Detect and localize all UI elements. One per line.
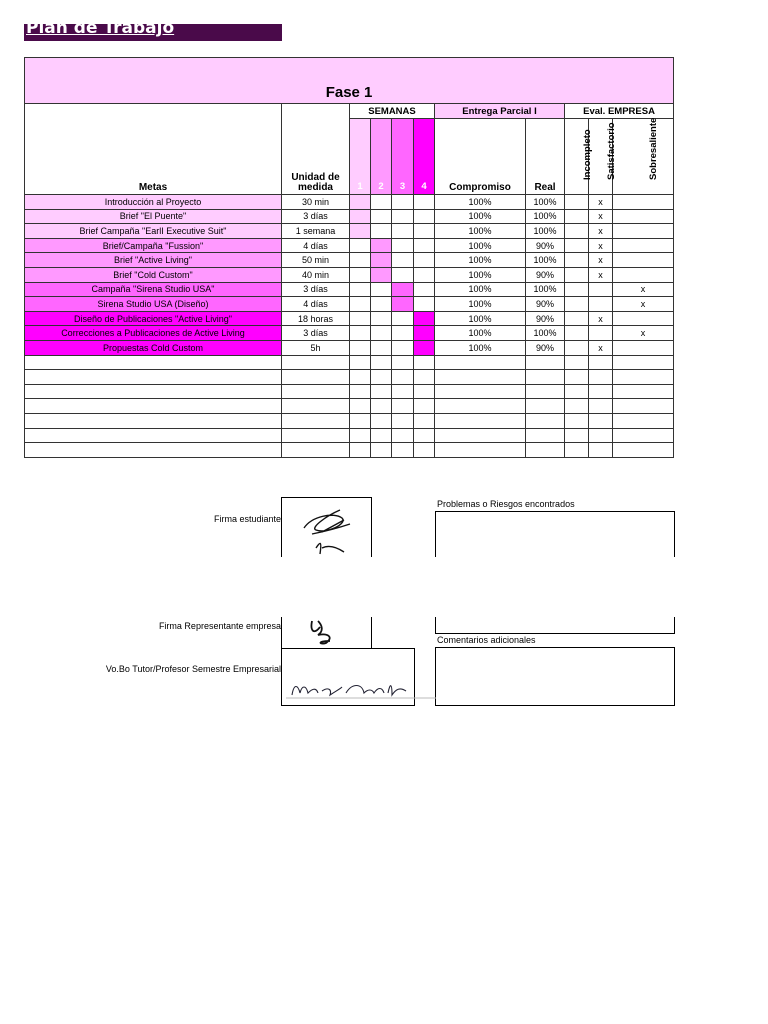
cell-week-1 [350, 340, 371, 355]
cell-week-3 [392, 253, 414, 268]
cell-compromiso: 100% [435, 340, 526, 355]
cell-empty[interactable] [565, 399, 589, 414]
table-row [25, 326, 674, 341]
cell-week-1 [350, 195, 371, 210]
cell-real: 90% [526, 297, 565, 312]
cell-satisfactorio: x [589, 238, 613, 253]
table-row [25, 340, 674, 355]
table-row-empty [25, 413, 674, 428]
cell-satisfactorio [589, 297, 613, 312]
cell-week-3 [392, 282, 414, 297]
header-unidad: Unidad de medida [282, 104, 350, 195]
cell-incompleto [565, 195, 589, 210]
header-sobresaliente: Sobresaliente [613, 119, 674, 195]
cell-satisfactorio: x [589, 253, 613, 268]
cell-week-4 [414, 340, 435, 355]
cell-week-2 [371, 282, 392, 297]
cell-empty[interactable] [435, 443, 526, 458]
header-metas: Metas [25, 104, 282, 195]
cell-empty[interactable] [350, 428, 371, 443]
cell-satisfactorio: x [589, 267, 613, 282]
comentarios-box[interactable] [435, 647, 675, 706]
table-row [25, 253, 674, 268]
cell-week-2 [371, 238, 392, 253]
cell-empty[interactable] [392, 428, 414, 443]
cell-incompleto [565, 326, 589, 341]
cell-meta: Brief "El Puente" [25, 209, 282, 224]
cell-empty[interactable] [282, 384, 350, 399]
cell-compromiso: 100% [435, 195, 526, 210]
cell-unidad: 3 días [282, 209, 350, 224]
table-row [25, 311, 674, 326]
cell-empty[interactable] [526, 355, 565, 370]
cell-week-3 [392, 340, 414, 355]
table-row-empty [25, 355, 674, 370]
cell-empty[interactable] [526, 370, 565, 385]
label-problemas: Problemas o Riesgos encontrados [437, 499, 575, 509]
cell-empty[interactable] [25, 443, 282, 458]
cell-week-4 [414, 238, 435, 253]
cell-empty[interactable] [350, 355, 371, 370]
cell-sobresaliente: x [613, 326, 674, 341]
cell-compromiso: 100% [435, 267, 526, 282]
cell-empty[interactable] [282, 355, 350, 370]
cell-sobresaliente [613, 340, 674, 355]
cell-empty[interactable] [392, 413, 414, 428]
cell-empty[interactable] [565, 370, 589, 385]
table-row-empty [25, 384, 674, 399]
group-eval: Eval. EMPRESA [565, 104, 674, 119]
cell-empty[interactable] [371, 428, 392, 443]
cell-week-3 [392, 195, 414, 210]
cell-week-4 [414, 267, 435, 282]
cell-real: 100% [526, 209, 565, 224]
cell-incompleto [565, 267, 589, 282]
cell-empty[interactable] [435, 413, 526, 428]
cell-empty[interactable] [282, 399, 350, 414]
header-incompleto: Incompleto [565, 119, 589, 195]
cell-empty[interactable] [526, 384, 565, 399]
cell-week-3 [392, 224, 414, 239]
week-4-header: 4 [414, 119, 435, 195]
cell-empty[interactable] [371, 370, 392, 385]
cell-real: 100% [526, 282, 565, 297]
cell-empty[interactable] [565, 413, 589, 428]
cell-empty[interactable] [435, 399, 526, 414]
cell-compromiso: 100% [435, 209, 526, 224]
table-row [25, 195, 674, 210]
cell-empty[interactable] [435, 384, 526, 399]
table-row [25, 224, 674, 239]
cell-week-4 [414, 209, 435, 224]
cell-week-2 [371, 209, 392, 224]
cell-empty[interactable] [25, 413, 282, 428]
cell-unidad: 3 días [282, 326, 350, 341]
label-vobo-tutor: Vo.Bo Tutor/Profesor Semestre Empresarial [105, 664, 281, 674]
cell-unidad: 3 días [282, 282, 350, 297]
plan-table [24, 57, 674, 458]
cell-empty[interactable] [414, 399, 435, 414]
week-3-header: 3 [392, 119, 414, 195]
table-row-empty [25, 370, 674, 385]
cell-real: 90% [526, 311, 565, 326]
cell-empty[interactable] [350, 384, 371, 399]
cell-week-2 [371, 311, 392, 326]
cell-week-4 [414, 282, 435, 297]
cell-meta: Diseño de Publicaciones "Active Living" [25, 311, 282, 326]
cell-empty[interactable] [589, 355, 613, 370]
cell-empty[interactable] [565, 355, 589, 370]
cell-week-2 [371, 340, 392, 355]
cell-unidad: 18 horas [282, 311, 350, 326]
cell-unidad: 4 días [282, 297, 350, 312]
cell-week-1 [350, 238, 371, 253]
cell-empty[interactable] [526, 428, 565, 443]
cell-week-1 [350, 297, 371, 312]
table-row-empty [25, 443, 674, 458]
cell-empty[interactable] [25, 355, 282, 370]
cell-meta: Campaña "Sirena Studio USA" [25, 282, 282, 297]
cell-satisfactorio: x [589, 311, 613, 326]
week-2-header: 2 [371, 119, 392, 195]
cell-empty[interactable] [350, 370, 371, 385]
cell-sobresaliente [613, 311, 674, 326]
cell-incompleto [565, 238, 589, 253]
cell-satisfactorio [589, 282, 613, 297]
cell-satisfactorio: x [589, 340, 613, 355]
cell-empty[interactable] [282, 428, 350, 443]
cell-real: 90% [526, 238, 565, 253]
problemas-box-top[interactable] [435, 511, 675, 557]
cell-week-2 [371, 253, 392, 268]
cell-unidad: 5h [282, 340, 350, 355]
cell-week-2 [371, 224, 392, 239]
cell-meta: Introducción al Proyecto [25, 195, 282, 210]
signature-box-representante [281, 617, 372, 648]
cell-compromiso: 100% [435, 311, 526, 326]
signature-estudiante-image [282, 498, 371, 557]
cell-empty[interactable] [613, 355, 674, 370]
table-row [25, 282, 674, 297]
cell-unidad: 4 días [282, 238, 350, 253]
cell-week-3 [392, 297, 414, 312]
cell-empty[interactable] [392, 399, 414, 414]
label-firma-estudiante: Firma estudiante [213, 514, 281, 524]
cell-empty[interactable] [526, 413, 565, 428]
cell-empty[interactable] [414, 413, 435, 428]
cell-real: 100% [526, 326, 565, 341]
cell-week-4 [414, 253, 435, 268]
cell-sobresaliente [613, 209, 674, 224]
cell-incompleto [565, 224, 589, 239]
cell-empty[interactable] [350, 399, 371, 414]
cell-incompleto [565, 297, 589, 312]
cell-week-1 [350, 282, 371, 297]
cell-real: 100% [526, 195, 565, 210]
week-1-header: 1 [350, 119, 371, 195]
cell-empty[interactable] [350, 443, 371, 458]
cell-empty[interactable] [25, 370, 282, 385]
cell-meta: Brief "Active Living" [25, 253, 282, 268]
cell-empty[interactable] [371, 355, 392, 370]
cell-empty[interactable] [589, 443, 613, 458]
table-row [25, 297, 674, 312]
cell-empty[interactable] [435, 428, 526, 443]
problemas-box-bottom [435, 617, 675, 634]
cell-unidad: 30 min [282, 195, 350, 210]
cell-empty[interactable] [414, 355, 435, 370]
cell-incompleto [565, 253, 589, 268]
cell-week-2 [371, 195, 392, 210]
cell-week-1 [350, 311, 371, 326]
cell-real: 90% [526, 340, 565, 355]
label-comentarios: Comentarios adicionales [437, 635, 536, 645]
cell-compromiso: 100% [435, 326, 526, 341]
cell-satisfactorio [589, 326, 613, 341]
cell-real: 90% [526, 267, 565, 282]
cell-week-3 [392, 267, 414, 282]
cell-incompleto [565, 282, 589, 297]
cell-empty[interactable] [526, 443, 565, 458]
cell-empty[interactable] [565, 443, 589, 458]
cell-empty[interactable] [392, 370, 414, 385]
header-real: Real [526, 119, 565, 195]
cell-meta: Brief "Cold Custom" [25, 267, 282, 282]
cell-empty[interactable] [350, 413, 371, 428]
cell-unidad: 40 min [282, 267, 350, 282]
label-firma-representante: Firma Representante empresa [158, 621, 281, 631]
cell-empty[interactable] [565, 428, 589, 443]
cell-empty[interactable] [613, 384, 674, 399]
cell-empty[interactable] [613, 413, 674, 428]
phase-title: Fase 1 [25, 58, 674, 104]
cell-week-2 [371, 326, 392, 341]
cell-empty[interactable] [526, 399, 565, 414]
cell-week-4 [414, 297, 435, 312]
cell-empty[interactable] [613, 428, 674, 443]
cell-empty[interactable] [392, 355, 414, 370]
cell-compromiso: 100% [435, 238, 526, 253]
cell-meta: Propuestas Cold Custom [25, 340, 282, 355]
cell-empty[interactable] [282, 443, 350, 458]
cell-sobresaliente: x [613, 297, 674, 312]
cell-real: 100% [526, 224, 565, 239]
group-entrega: Entrega Parcial I [435, 104, 565, 119]
cell-real: 100% [526, 253, 565, 268]
cell-empty[interactable] [613, 443, 674, 458]
cell-unidad: 1 semana [282, 224, 350, 239]
cell-week-3 [392, 209, 414, 224]
cell-empty[interactable] [565, 384, 589, 399]
cell-week-4 [414, 195, 435, 210]
cell-empty[interactable] [589, 413, 613, 428]
cell-week-3 [392, 238, 414, 253]
cell-sobresaliente [613, 224, 674, 239]
cell-week-3 [392, 311, 414, 326]
page-title: Plan de Trabajo [26, 18, 175, 38]
cell-empty[interactable] [613, 399, 674, 414]
cell-empty[interactable] [392, 384, 414, 399]
cell-empty[interactable] [25, 399, 282, 414]
cell-week-4 [414, 326, 435, 341]
cell-week-4 [414, 224, 435, 239]
table-row-empty [25, 428, 674, 443]
header-compromiso: Compromiso [435, 119, 526, 195]
cell-week-2 [371, 267, 392, 282]
table-row [25, 209, 674, 224]
cell-empty[interactable] [371, 399, 392, 414]
cell-week-1 [350, 224, 371, 239]
cell-compromiso: 100% [435, 224, 526, 239]
cell-meta: Brief/Campaña "Fussion" [25, 238, 282, 253]
cell-week-1 [350, 209, 371, 224]
cell-empty[interactable] [25, 384, 282, 399]
cell-empty[interactable] [414, 384, 435, 399]
cell-sobresaliente [613, 267, 674, 282]
cell-empty[interactable] [282, 370, 350, 385]
cell-meta: Brief Campaña "EarlI Executive Suit" [25, 224, 282, 239]
title-bar [24, 18, 282, 41]
cell-compromiso: 100% [435, 253, 526, 268]
group-semanas: SEMANAS [350, 104, 435, 119]
signature-representante-image [282, 617, 371, 648]
cell-week-3 [392, 326, 414, 341]
cell-empty[interactable] [25, 428, 282, 443]
cell-sobresaliente [613, 195, 674, 210]
cell-empty[interactable] [589, 399, 613, 414]
cell-sobresaliente [613, 238, 674, 253]
cell-empty[interactable] [371, 413, 392, 428]
cell-sobresaliente: x [613, 282, 674, 297]
cell-empty[interactable] [435, 355, 526, 370]
table-row [25, 238, 674, 253]
cell-empty[interactable] [589, 370, 613, 385]
cell-sobresaliente [613, 253, 674, 268]
table-row-empty [25, 399, 674, 414]
signature-box-estudiante [281, 497, 372, 557]
cell-empty[interactable] [282, 413, 350, 428]
signature-tutor-image [282, 649, 434, 705]
cell-incompleto [565, 209, 589, 224]
cell-satisfactorio: x [589, 224, 613, 239]
cell-empty[interactable] [414, 428, 435, 443]
cell-empty[interactable] [392, 443, 414, 458]
cell-week-4 [414, 311, 435, 326]
cell-empty[interactable] [589, 384, 613, 399]
cell-compromiso: 100% [435, 297, 526, 312]
cell-satisfactorio: x [589, 195, 613, 210]
cell-empty[interactable] [589, 428, 613, 443]
cell-empty[interactable] [435, 370, 526, 385]
cell-week-1 [350, 326, 371, 341]
cell-incompleto [565, 311, 589, 326]
cell-compromiso: 100% [435, 282, 526, 297]
table-row [25, 267, 674, 282]
cell-week-1 [350, 253, 371, 268]
cell-empty[interactable] [414, 370, 435, 385]
cell-meta: Sirena Studio USA (Diseño) [25, 297, 282, 312]
cell-week-2 [371, 297, 392, 312]
cell-empty[interactable] [371, 443, 392, 458]
signature-box-tutor [281, 648, 415, 706]
cell-unidad: 50 min [282, 253, 350, 268]
cell-incompleto [565, 340, 589, 355]
cell-week-1 [350, 267, 371, 282]
cell-empty[interactable] [613, 370, 674, 385]
cell-satisfactorio: x [589, 209, 613, 224]
cell-empty[interactable] [414, 443, 435, 458]
cell-empty[interactable] [371, 384, 392, 399]
header-satisfactorio: Satisfactorio [589, 119, 613, 195]
cell-meta: Correcciones a Publicaciones de Active Living [25, 326, 282, 341]
